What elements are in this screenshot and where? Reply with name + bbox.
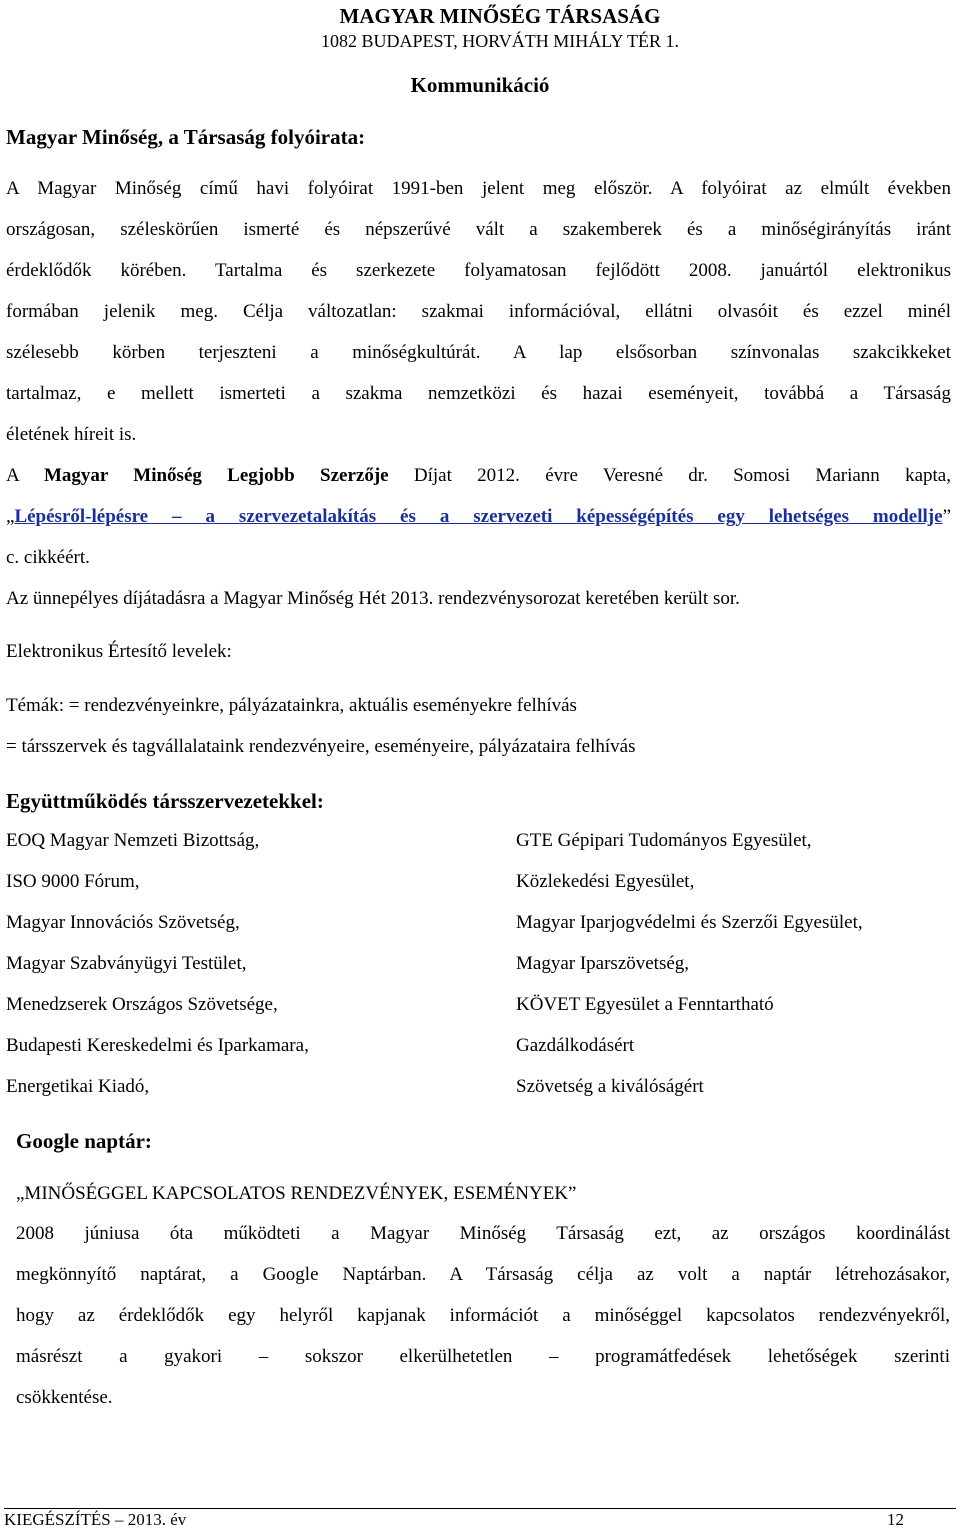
section-title: Kommunikáció <box>410 73 550 97</box>
partner-left-4: Magyar Szabványügyi Testület, <box>6 953 247 974</box>
newsletter-topics-1: Témák: = rendezvényeinkre, pályázatainkra, aktuális eseményekre felhívás <box>6 695 577 716</box>
cooperation-heading: Együttműködés társszervezetekkel: <box>6 789 324 813</box>
journal-line-1: A Magyar Minőség című havi folyóirat 1991-ben jelent meg először. A folyóirat az elmúlt években <box>6 178 951 199</box>
article-suffix: c. cikkéért. <box>6 547 90 568</box>
newsletter-topics-2: = társszervek és tagvállalataink rendezvényeire, eseményeire, pályázataira felhívás <box>6 736 636 757</box>
journal-line-4: formában jelenik meg. Célja változatlan: szakmai információval, ellátni olvasóit és ezzel minél <box>6 301 951 322</box>
partner-right-5: KÖVET Egyesület a Fenntartható <box>516 994 774 1015</box>
partner-right-3: Magyar Iparjogvédelmi és Szerzői Egyesület, <box>516 912 863 933</box>
org-address: 1082 BUDAPEST, HORVÁTH MIHÁLY TÉR 1. <box>321 31 679 51</box>
journal-line-6: tartalmaz, e mellett ismerteti a szakma nemzetközi és hazai eseményeit, továbbá a Társaság <box>6 383 951 404</box>
partner-left-3: Magyar Innovációs Szövetség, <box>6 912 240 933</box>
journal-line-2: országosan, széleskörűen ismerté és népszerűvé vált a szakemberek és a minőségirányítás iránt <box>6 219 951 240</box>
journal-line-5: szélesebb körben terjeszteni a minőségkultúrát. A lap elsősorban színvonalas szakcikkeket <box>6 342 951 363</box>
article-close-quote: ” <box>942 506 951 527</box>
award-prefix: A <box>6 465 44 486</box>
partner-right-1: GTE Gépipari Tudományos Egyesület, <box>516 830 812 851</box>
partner-left-7: Energetikai Kiadó, <box>6 1076 150 1097</box>
award-name: Magyar Minőség Legjobb Szerzője <box>43 465 389 486</box>
calendar-line-1: 2008 júniusa óta működteti a Magyar Minőség Társaság ezt, az országos koordinálást <box>16 1223 950 1244</box>
partner-right-4: Magyar Iparszövetség, <box>516 953 690 974</box>
page-number: 12 <box>887 1510 904 1529</box>
newsletter-heading: Elektronikus Értesítő levelek: <box>6 641 232 662</box>
journal-paragraph <box>6 168 951 619</box>
partner-left-5: Menedzserek Országos Szövetsége, <box>6 994 278 1015</box>
ceremony-line: Az ünnepélyes díjátadásra a Magyar Minőség Hét 2013. rendezvénysorozat keretében került sor. <box>6 588 740 609</box>
article-line <box>6 496 951 537</box>
journal-heading: Magyar Minőség, a Társaság folyóirata: <box>6 125 366 149</box>
calendar-line-3: hogy az érdeklődők egy helyről kapjanak információt a minőséggel kapcsolatos rendezvényekről, <box>16 1305 950 1326</box>
partner-left-2: ISO 9000 Fórum, <box>6 871 140 892</box>
partner-right-2: Közlekedési Egyesület, <box>516 871 695 892</box>
footer-label: KIEGÉSZÍTÉS – 2013. év <box>4 1510 187 1529</box>
calendar-line-5: csökkentése. <box>16 1387 113 1408</box>
journal-line-7: életének híreit is. <box>6 424 137 445</box>
calendar-heading: Google naptár: <box>16 1129 152 1153</box>
article-title-link[interactable]: Lépésről-lépésre – a szervezetalakítás és a szervezeti képességépítés egy lehetséges modellje <box>14 506 943 527</box>
partner-left-6: Budapesti Kereskedelmi és Iparkamara, <box>6 1035 309 1056</box>
calendar-line-2: megkönnyítő naptárat, a Google Naptárban. A Társaság célja az volt a naptár létrehozásakor, <box>16 1264 950 1285</box>
article-open-quote: „ <box>6 506 15 527</box>
calendar-title: „MINŐSÉGGEL KAPCSOLATOS RENDEZVÉNYEK, ESEMÉNYEK” <box>16 1183 577 1204</box>
partner-right-6: Gazdálkodásért <box>516 1035 635 1056</box>
partner-right-7: Szövetség a kiválóságért <box>516 1076 704 1097</box>
award-suffix: Díjat 2012. évre Veresné dr. Somosi Mariann kapta, <box>388 465 951 486</box>
calendar-paragraph <box>16 1213 950 1418</box>
partner-left-1: EOQ Magyar Nemzeti Bizottság, <box>6 830 260 851</box>
calendar-line-4: másrészt a gyakori – sokszor elkerülhetetlen – programátfedések lehetőségek szerinti <box>16 1346 950 1367</box>
journal-line-3: érdeklődők körében. Tartalma és szerkezete folyamatosan fejlődött 2008. januártól elektronikus <box>6 260 951 281</box>
org-name: MAGYAR MINŐSÉG TÁRSASÁG <box>339 4 661 28</box>
footer-rule <box>4 1508 956 1509</box>
award-line <box>6 455 951 496</box>
